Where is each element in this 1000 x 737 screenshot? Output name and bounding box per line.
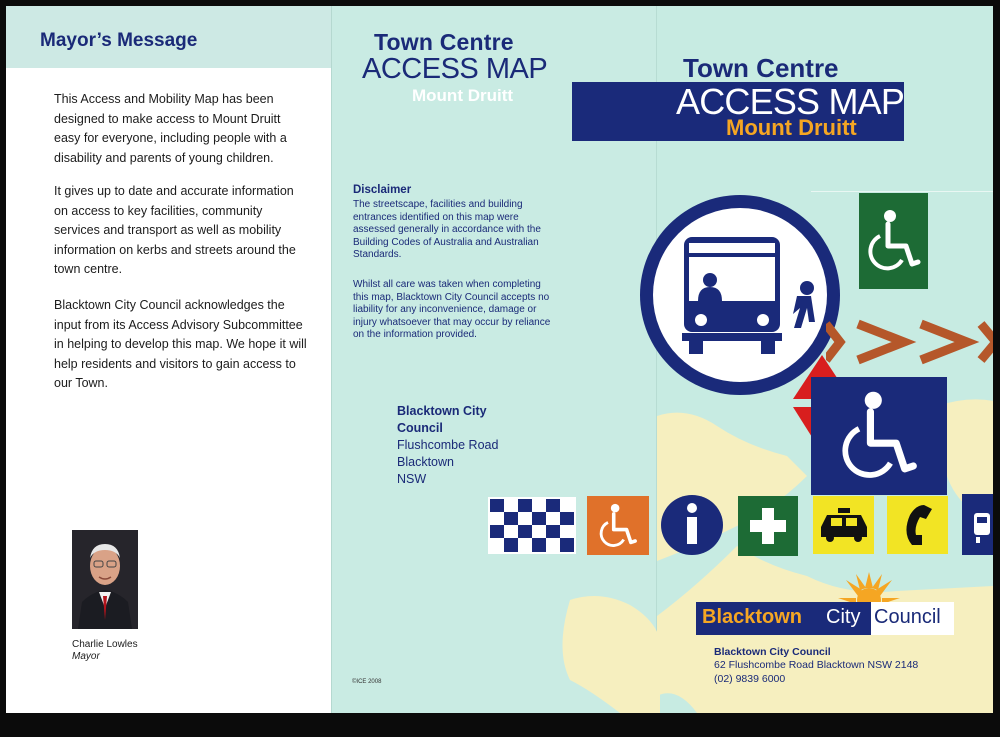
disclaimer-paragraph-1: The streetscape, facilities and building entrances identified on this map were assessed generally in accordance with the Building Codes of Australia and Australian Standards.: [353, 199, 541, 260]
contact-phone: (02) 9839 6000: [714, 673, 786, 685]
address-line-1: Blacktown City: [397, 404, 487, 418]
mid-title-town-centre: Town Centre: [374, 29, 514, 55]
contact-name: Blacktown City Council: [714, 646, 831, 658]
information-icon: [660, 494, 724, 556]
council-logo-word-city: City: [826, 606, 861, 628]
wheelchair-icon-large: [811, 377, 947, 495]
cover-title-access-map: ACCESS MAP: [676, 81, 905, 122]
mayor-paragraph-3: Blacktown City Council acknowledges the input from its Access Advisory Subcommittee in helping to develop this map. We hope it will help residents and visitors to gain access to our Town.: [54, 298, 307, 390]
mayor-photo: [72, 530, 138, 629]
taxi-icon: [813, 496, 874, 554]
train-icon: [962, 494, 993, 555]
address-line-5: NSW: [397, 472, 427, 486]
map-shape-left: [560, 560, 660, 713]
copyright: ©ICE 2008: [352, 679, 382, 685]
council-logo-word-council: Council: [874, 606, 941, 628]
address-line-2: Council: [397, 421, 443, 435]
mayor-paragraph-1: This Access and Mobility Map has been designed to make access to Mount Druitt easy for everyone, including people with a disability and parents of young children.: [54, 92, 287, 165]
mid-title-access-map: ACCESS MAP: [362, 53, 548, 85]
council-sun-icon: [838, 572, 900, 606]
cover-title-mount-druitt: Mount Druitt: [726, 115, 857, 140]
disclaimer-paragraph-2: Whilst all care was taken when completing this map, Blacktown City Council accepts no liability for any inconvenience, damage or injury whatsoever that may occur by reliance on the information provided.: [353, 279, 551, 340]
disclaimer-heading: Disclaimer: [353, 184, 412, 196]
mayor-panel: [6, 6, 331, 713]
checkered-flag-icon: [488, 497, 576, 554]
mayor-paragraph-2: It gives up to date and accurate information on access to key facilities, community services and transport as well as mobility information on kerbs and streets around the town centre.: [54, 184, 296, 276]
mayor-title: Mayor’s Message: [40, 30, 198, 51]
mayor-name: Charlie Lowles: [72, 639, 138, 650]
wheelchair-icon-green: [859, 193, 928, 289]
telephone-icon: [887, 496, 948, 554]
cover-title-town-centre: Town Centre: [683, 53, 839, 83]
address-line-3: Flushcombe Road: [397, 438, 499, 452]
mayor-role: Mayor: [72, 651, 100, 662]
address-line-4: Blacktown: [397, 455, 454, 469]
chevron-arrows-icon: [826, 318, 993, 366]
mid-title-mount-druitt: Mount Druitt: [412, 86, 514, 105]
wheelchair-icon-small: [587, 496, 649, 555]
council-logo-word-blacktown: Blacktown: [702, 606, 803, 628]
contact-address: 62 Flushcombe Road Blacktown NSW 2148: [714, 659, 919, 671]
first-aid-icon: [738, 496, 798, 556]
